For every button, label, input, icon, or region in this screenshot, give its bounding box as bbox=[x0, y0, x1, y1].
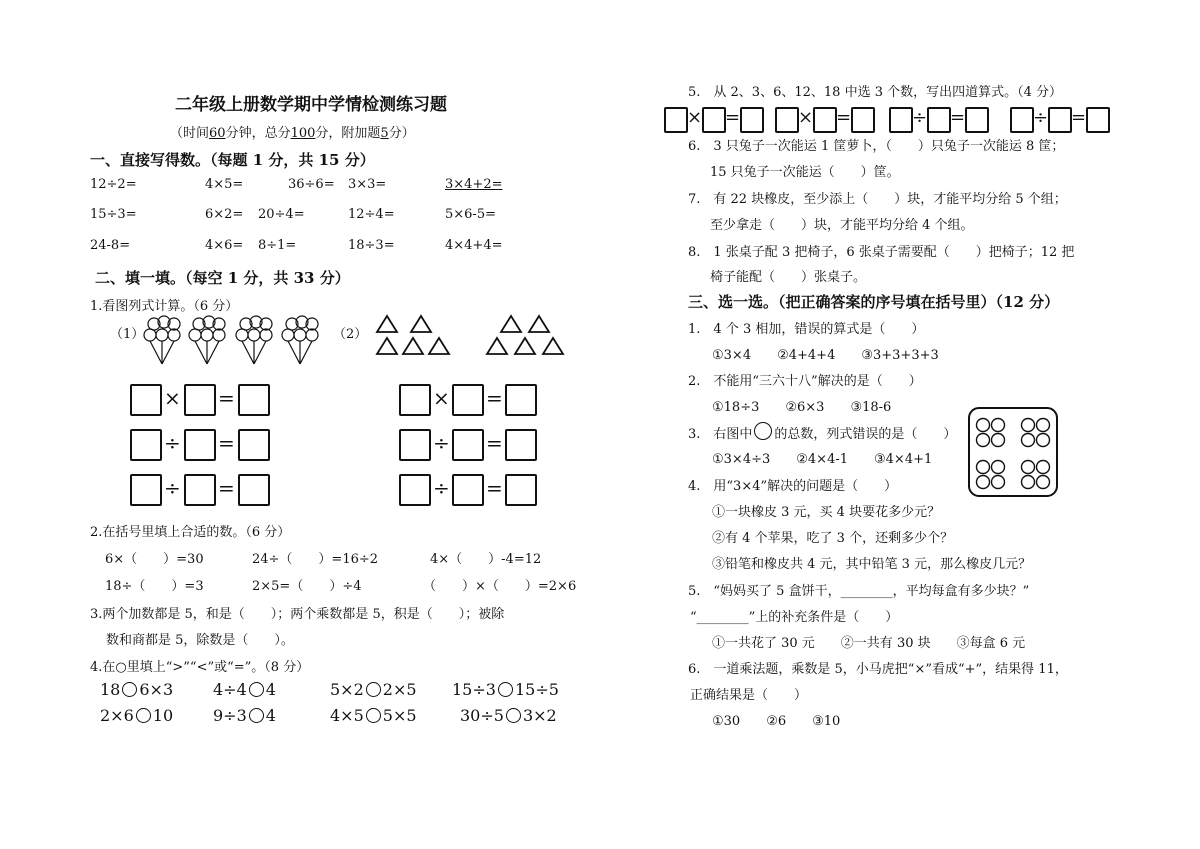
operator: ÷ bbox=[164, 431, 181, 455]
compare-item bbox=[213, 680, 276, 699]
choice-q1: 1. 4 个 3 相加，错误的算式是（ ） bbox=[688, 322, 925, 337]
compare-circle-icon[interactable] bbox=[249, 682, 264, 697]
balloon-bunch-icon bbox=[236, 316, 272, 364]
compare-right: 4 bbox=[265, 680, 276, 699]
compare-circle-icon[interactable] bbox=[249, 708, 264, 723]
answer-box[interactable] bbox=[238, 474, 270, 506]
equals-sign: = bbox=[950, 107, 966, 128]
answer-box[interactable] bbox=[184, 474, 216, 506]
equals-sign: = bbox=[486, 476, 503, 500]
answer-box[interactable] bbox=[702, 107, 726, 133]
answer-box[interactable] bbox=[851, 107, 875, 133]
calc-item: 3×4+2= bbox=[445, 177, 503, 192]
q8-line-2: 椅子能配（ ）张桌子。 bbox=[710, 270, 867, 285]
choice-q3-options: ①3×4÷3 ②4×4-1 ③4×4+1 bbox=[712, 452, 933, 467]
compare-item bbox=[330, 680, 417, 699]
answer-box[interactable] bbox=[1010, 107, 1034, 133]
calc-item: 24-8= bbox=[90, 238, 131, 253]
q8-line-1: 8. 1 张桌子配 3 把椅子，6 张桌子需要配（ ）把椅子；12 把 bbox=[688, 245, 1075, 260]
fill-blank-item: 4×（ ）-4=12 bbox=[430, 552, 542, 567]
section2-heading: 二、填一填。（每空 1 分，共 33 分） bbox=[95, 269, 350, 287]
equals-sign: = bbox=[218, 431, 235, 455]
answer-box[interactable] bbox=[1086, 107, 1110, 133]
compare-left: 2×6 bbox=[100, 706, 134, 725]
answer-box[interactable] bbox=[927, 107, 951, 133]
subtitle-text: （时间 bbox=[170, 126, 210, 141]
equals-sign: = bbox=[486, 386, 503, 410]
q2-text: 2.在括号里填上合适的数。（6 分） bbox=[90, 525, 291, 540]
total-score: 100 bbox=[290, 126, 316, 141]
circle-icon bbox=[754, 422, 772, 440]
q3-line-1: 3.两个加数都是 5，和是（ ）；两个乘数都是 5，积是（ ）；被除 bbox=[90, 607, 505, 622]
calc-item: 12÷2= bbox=[90, 177, 137, 192]
calc-item: 6×2= bbox=[205, 207, 244, 222]
equals-sign: = bbox=[725, 107, 741, 128]
compare-item bbox=[100, 680, 173, 699]
compare-right: 10 bbox=[152, 706, 174, 725]
choice-q4-option-a: ①一块橡皮 3 元，买 4 块要花多少元？ bbox=[712, 505, 941, 520]
choice-q1-options: ①3×4 ②4+4+4 ③3+3+3+3 bbox=[712, 348, 939, 363]
balloons-illustration bbox=[140, 312, 330, 372]
calc-item: 12÷4= bbox=[348, 207, 395, 222]
balloon-bunch-icon bbox=[144, 316, 180, 364]
equals-sign: = bbox=[218, 386, 235, 410]
compare-item bbox=[452, 680, 559, 699]
compare-left: 9÷3 bbox=[213, 706, 247, 725]
q6-line-2: 15 只兔子一次能运（ ）筐。 bbox=[710, 165, 900, 180]
operator: ÷ bbox=[912, 107, 928, 128]
compare-item bbox=[460, 706, 557, 725]
subtitle-text: 分钟，总分 bbox=[225, 126, 291, 141]
compare-right: 4 bbox=[265, 706, 276, 725]
compare-circle-icon[interactable] bbox=[498, 682, 513, 697]
choice-q4-option-b: ②有 4 个苹果，吃了 3 个，还剩多少个？ bbox=[712, 531, 954, 546]
q1-text: 1.看图列式计算。（6 分） bbox=[90, 299, 239, 314]
compare-item bbox=[100, 706, 173, 725]
equals-sign: = bbox=[486, 431, 503, 455]
answer-box[interactable] bbox=[130, 384, 162, 416]
q1-label-1: （1） bbox=[110, 327, 145, 342]
answer-box[interactable] bbox=[452, 474, 484, 506]
page-title: 二年级上册数学期中学情检测练习题 bbox=[175, 95, 447, 115]
equals-sign: = bbox=[218, 476, 235, 500]
answer-box[interactable] bbox=[399, 429, 431, 461]
choice-q6: 6. 一道乘法题，乘数是 5，小马虎把“×”看成“+”，结果得 11， bbox=[688, 662, 1068, 677]
q5-text: 5. 从 2、3、6、12、18 中选 3 个数，写出四道算式。（4 分） bbox=[688, 85, 1063, 100]
calc-item: 3×3= bbox=[348, 177, 387, 192]
compare-circle-icon[interactable] bbox=[136, 708, 151, 723]
choice-q6-options: ①30 ②6 ③10 bbox=[712, 714, 841, 729]
calc-item: 36÷6= bbox=[288, 177, 335, 192]
choice-q5-line-2: “________”上的补充条件是（ ） bbox=[690, 610, 899, 625]
compare-right: 6×3 bbox=[139, 680, 174, 699]
calc-item: 4×6= bbox=[205, 238, 244, 253]
answer-box[interactable] bbox=[505, 474, 537, 506]
time-value: 60 bbox=[209, 126, 226, 141]
answer-box[interactable] bbox=[184, 429, 216, 461]
subtitle-text: 分） bbox=[388, 126, 415, 141]
calc-item: 4×5= bbox=[205, 177, 244, 192]
compare-left: 18 bbox=[100, 680, 121, 699]
section1-heading: 一、直接写得数。（每题 1 分，共 15 分） bbox=[90, 151, 375, 169]
compare-left: 15÷3 bbox=[452, 680, 496, 699]
choice-q3 bbox=[688, 422, 956, 442]
compare-circle-icon[interactable] bbox=[506, 708, 521, 723]
choice-q5-options: ①一共花了 30 元 ②一共有 30 块 ③每盒 6 元 bbox=[712, 636, 1026, 651]
calc-item: 8÷1= bbox=[258, 238, 297, 253]
compare-right: 2×5 bbox=[382, 680, 417, 699]
answer-box[interactable] bbox=[399, 474, 431, 506]
answer-box[interactable] bbox=[889, 107, 913, 133]
answer-box[interactable] bbox=[452, 429, 484, 461]
q1-label-2: （2） bbox=[333, 327, 368, 342]
q6-line-1: 6. 3 只兔子一次能运 1 筐萝卜，（ ）只兔子一次能运 8 筐； bbox=[688, 139, 1065, 154]
answer-box[interactable] bbox=[740, 107, 764, 133]
answer-box[interactable] bbox=[775, 107, 799, 133]
answer-box[interactable] bbox=[238, 384, 270, 416]
answer-box[interactable] bbox=[965, 107, 989, 133]
answer-box[interactable] bbox=[130, 429, 162, 461]
compare-left: 4÷4 bbox=[213, 680, 247, 699]
operator: ÷ bbox=[1033, 107, 1049, 128]
calc-item: 20÷4= bbox=[258, 207, 305, 222]
answer-box[interactable] bbox=[1048, 107, 1072, 133]
calc-item: 15÷3= bbox=[90, 207, 137, 222]
fill-blank-item: 24÷（ ）=16÷2 bbox=[252, 552, 379, 567]
calc-item: 5×6-5= bbox=[445, 207, 496, 222]
page-subtitle bbox=[170, 122, 415, 141]
answer-box[interactable] bbox=[238, 429, 270, 461]
balloon-bunch-icon bbox=[189, 316, 225, 364]
operator: ÷ bbox=[433, 431, 450, 455]
q4-text: 4.在○里填上“>”“<”或“=”。（8 分） bbox=[90, 660, 310, 675]
compare-left: 5×2 bbox=[330, 680, 364, 699]
equals-sign: = bbox=[1071, 107, 1087, 128]
answer-box[interactable] bbox=[505, 429, 537, 461]
equals-sign: = bbox=[836, 107, 852, 128]
choice-q3-text: 3. 右图中 bbox=[688, 427, 753, 442]
choice-q4: 4. 用“3×4”解决的问题是（ ） bbox=[688, 479, 898, 494]
answer-box[interactable] bbox=[813, 107, 837, 133]
subtitle-text: 分，附加题 bbox=[315, 126, 381, 141]
compare-right: 5×5 bbox=[382, 706, 417, 725]
operator: × bbox=[433, 386, 450, 410]
choice-q2: 2. 不能用“三六十八”解决的是（ ） bbox=[688, 374, 922, 389]
fill-blank-item: 6×（ ）=30 bbox=[105, 552, 204, 567]
operator: ÷ bbox=[164, 476, 181, 500]
compare-right: 15÷5 bbox=[514, 680, 559, 699]
compare-circle-icon[interactable] bbox=[366, 708, 381, 723]
compare-circle-icon[interactable] bbox=[122, 682, 137, 697]
compare-circle-icon[interactable] bbox=[366, 682, 381, 697]
compare-left: 30÷5 bbox=[460, 706, 504, 725]
answer-box[interactable] bbox=[452, 384, 484, 416]
operator: ÷ bbox=[433, 476, 450, 500]
answer-box[interactable] bbox=[399, 384, 431, 416]
circles-grid-figure bbox=[968, 407, 1060, 499]
choice-q2-options: ①18÷3 ②6×3 ③18-6 bbox=[712, 400, 892, 415]
q7-line-2: 至少拿走（ ）块，才能平均分给 4 个组。 bbox=[710, 218, 974, 233]
choice-q6-line-2: 正确结果是（ ） bbox=[690, 688, 808, 703]
compare-left: 4×5 bbox=[330, 706, 364, 725]
compare-item bbox=[330, 706, 417, 725]
answer-box[interactable] bbox=[184, 384, 216, 416]
triangles-illustration bbox=[375, 314, 565, 359]
operator: × bbox=[798, 107, 814, 128]
choice-q4-option-c: ③铅笔和橡皮共 4 元，其中铅笔 3 元，那么橡皮几元？ bbox=[712, 557, 1032, 572]
bonus-score: 5 bbox=[380, 126, 389, 141]
calc-item: 4×4+4= bbox=[445, 238, 503, 253]
answer-box[interactable] bbox=[664, 107, 688, 133]
operator: × bbox=[164, 386, 181, 410]
fill-blank-item: 18÷（ ）=3 bbox=[105, 579, 204, 594]
q7-line-1: 7. 有 22 块橡皮，至少添上（ ）块，才能平均分给 5 个组； bbox=[688, 192, 1067, 207]
section3-heading: 三、选一选。（把正确答案的序号填在括号里）（12 分） bbox=[688, 293, 1060, 311]
fill-blank-item: 2×5=（ ）÷4 bbox=[252, 579, 362, 594]
compare-right: 3×2 bbox=[522, 706, 557, 725]
q3-line-2: 数和商都是 5，除数是（ ）。 bbox=[106, 633, 294, 648]
operator: × bbox=[687, 107, 703, 128]
choice-q3-text: 的总数，列式错误的是（ ） bbox=[774, 427, 957, 442]
answer-box[interactable] bbox=[505, 384, 537, 416]
fill-blank-item: （ ）×（ ）=2×6 bbox=[423, 579, 577, 594]
answer-box[interactable] bbox=[130, 474, 162, 506]
balloon-bunch-icon bbox=[282, 316, 318, 364]
calc-item: 18÷3= bbox=[348, 238, 395, 253]
compare-item bbox=[213, 706, 276, 725]
choice-q5: 5. “妈妈买了 5 盒饼干，________，平均每盒有多少块？” bbox=[688, 584, 1030, 599]
